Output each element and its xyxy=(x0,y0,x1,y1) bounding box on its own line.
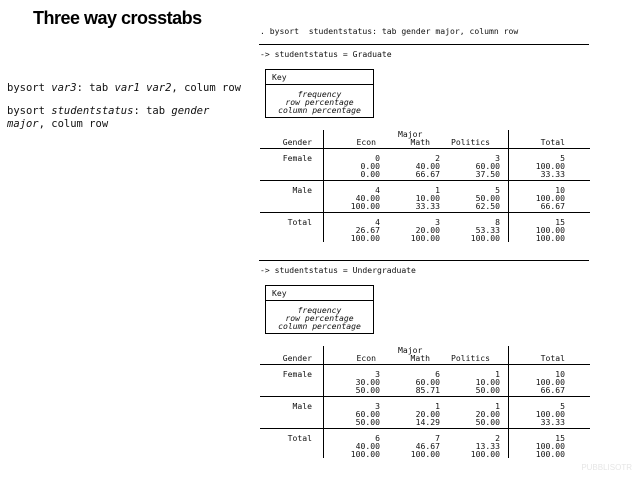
command-line: . bysort studentstatus: tab gender major, column row xyxy=(260,26,519,36)
col-header: Politics xyxy=(451,353,490,363)
cell: 6 xyxy=(375,433,380,443)
cell: 100.00 xyxy=(470,449,500,459)
syntax-line-example: bysort studentstatus: tab gender major, colum row xyxy=(7,105,210,130)
cell: 85.71 xyxy=(415,385,440,395)
cell: 30.00 xyxy=(355,377,380,387)
cell: 2 xyxy=(495,433,500,443)
cell: 3 xyxy=(495,153,500,163)
cell: 4 xyxy=(375,185,380,195)
row-var-label: Gender xyxy=(282,137,312,147)
table-rule xyxy=(260,364,590,365)
column-var-label: Major xyxy=(398,129,423,139)
cell: 10.00 xyxy=(475,377,500,387)
cell: 50.00 xyxy=(355,417,380,427)
cell: 100.00 xyxy=(470,233,500,243)
row-label: Male xyxy=(292,185,312,195)
cell: 5 xyxy=(560,401,565,411)
table-rule xyxy=(260,180,590,181)
cell: 60.00 xyxy=(475,161,500,171)
key-box xyxy=(265,285,374,334)
key-separator xyxy=(266,300,373,301)
col-header: Politics xyxy=(451,137,490,147)
cell: 100.00 xyxy=(410,233,440,243)
cell: 100.00 xyxy=(350,449,380,459)
cell: 66.67 xyxy=(415,169,440,179)
cell: 1 xyxy=(435,401,440,411)
cell: 0.00 xyxy=(360,169,380,179)
table-rule xyxy=(260,148,590,149)
cell: 46.67 xyxy=(415,441,440,451)
key-label: Key xyxy=(272,72,287,82)
key-column-percentage: column percentage xyxy=(278,321,361,331)
key-column-percentage: column percentage xyxy=(278,105,361,115)
row-label: Female xyxy=(282,153,312,163)
cell: 1 xyxy=(495,401,500,411)
row-var-label: Gender xyxy=(282,353,312,363)
group-header-graduate: -> studentstatus = Graduate xyxy=(260,49,392,59)
col-header: Total xyxy=(540,137,565,147)
divider xyxy=(259,44,589,45)
cell: 100.00 xyxy=(535,193,565,203)
cell: 4 xyxy=(375,217,380,227)
cell: 100.00 xyxy=(350,201,380,211)
col-header: Econ xyxy=(356,137,376,147)
cell: 100.00 xyxy=(535,233,565,243)
cell: 53.33 xyxy=(475,225,500,235)
cell: 50.00 xyxy=(475,417,500,427)
cell: 14.29 xyxy=(415,417,440,427)
watermark: PUBBLISOTR xyxy=(581,463,632,472)
left-notes xyxy=(7,82,252,141)
cell: 8 xyxy=(495,217,500,227)
key-frequency: frequency xyxy=(297,305,342,315)
cell: 50.00 xyxy=(475,193,500,203)
cell: 100.00 xyxy=(535,161,565,171)
cell: 100.00 xyxy=(535,225,565,235)
cell: 3 xyxy=(375,369,380,379)
cell: 100.00 xyxy=(535,377,565,387)
cell: 20.00 xyxy=(475,409,500,419)
table-rule xyxy=(260,212,590,213)
cell: 100.00 xyxy=(535,409,565,419)
cell: 1 xyxy=(495,369,500,379)
syntax-line-generic: bysort var3: tab var1 var2, colum row xyxy=(7,82,241,94)
cell: 37.50 xyxy=(475,169,500,179)
cell: 33.33 xyxy=(540,169,565,179)
column-var-label: Major xyxy=(398,345,423,355)
cell: 6 xyxy=(435,369,440,379)
cell: 62.50 xyxy=(475,201,500,211)
key-label: Key xyxy=(272,288,287,298)
cell: 26.67 xyxy=(355,225,380,235)
key-box xyxy=(265,69,374,118)
key-separator xyxy=(266,84,373,85)
cell: 33.33 xyxy=(415,201,440,211)
cell: 50.00 xyxy=(475,385,500,395)
cell: 10 xyxy=(555,185,565,195)
cell: 33.33 xyxy=(540,417,565,427)
slide-title: Three way crosstabs xyxy=(33,8,202,28)
cell: 66.67 xyxy=(540,201,565,211)
key-row-percentage: row percentage xyxy=(285,313,354,323)
cell: 40.00 xyxy=(355,441,380,451)
cell: 100.00 xyxy=(535,449,565,459)
cell: 40.00 xyxy=(355,193,380,203)
cell: 2 xyxy=(435,153,440,163)
cell: 100.00 xyxy=(535,441,565,451)
col-header: Math xyxy=(410,353,430,363)
col-header: Math xyxy=(410,137,430,147)
col-header: Econ xyxy=(356,353,376,363)
cell: 13.33 xyxy=(475,441,500,451)
cell: 10 xyxy=(555,369,565,379)
cell: 15 xyxy=(555,433,565,443)
cell: 66.67 xyxy=(540,385,565,395)
cell: 5 xyxy=(560,153,565,163)
row-label: Male xyxy=(292,401,312,411)
cell: 0.00 xyxy=(360,161,380,171)
cell: 50.00 xyxy=(355,385,380,395)
key-row-percentage: row percentage xyxy=(285,97,354,107)
key-frequency: frequency xyxy=(297,89,342,99)
row-label: Total xyxy=(287,217,312,227)
table-rule xyxy=(260,396,590,397)
cell: 15 xyxy=(555,217,565,227)
cell: 60.00 xyxy=(415,377,440,387)
cell: 7 xyxy=(435,433,440,443)
cell: 20.00 xyxy=(415,409,440,419)
table-rule xyxy=(260,428,590,429)
cell: 10.00 xyxy=(415,193,440,203)
row-label: Total xyxy=(287,433,312,443)
cell: 0 xyxy=(375,153,380,163)
cell: 60.00 xyxy=(355,409,380,419)
cell: 100.00 xyxy=(350,233,380,243)
divider xyxy=(259,260,589,261)
cell: 20.00 xyxy=(415,225,440,235)
cell: 40.00 xyxy=(415,161,440,171)
cell: 5 xyxy=(495,185,500,195)
cell: 3 xyxy=(375,401,380,411)
group-header-undergraduate: -> studentstatus = Undergraduate xyxy=(260,265,416,275)
col-header: Total xyxy=(540,353,565,363)
cell: 1 xyxy=(435,185,440,195)
cell: 3 xyxy=(435,217,440,227)
row-label: Female xyxy=(282,369,312,379)
cell: 100.00 xyxy=(410,449,440,459)
